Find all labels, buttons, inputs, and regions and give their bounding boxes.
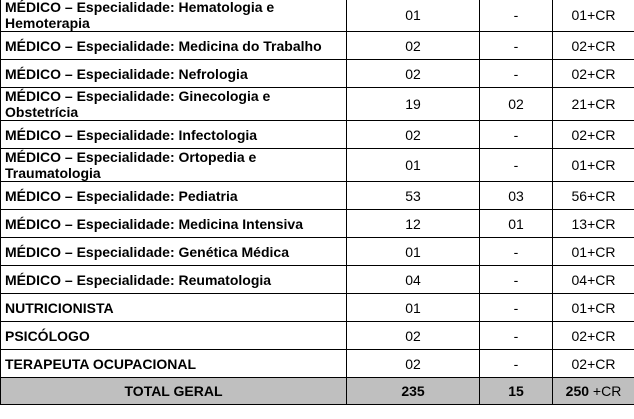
role-cell: PSICÓLOGO [1, 322, 347, 350]
total-cell: 02+CR [553, 350, 634, 378]
total-ac: 235 [347, 378, 480, 405]
total-cell: 04+CR [553, 266, 634, 294]
pcd-cell: - [480, 149, 553, 182]
table-row [1, 149, 634, 182]
role-cell: MÉDICO – Especialidade: Nefrologia [1, 60, 347, 88]
ac-cell: 04 [347, 266, 480, 294]
pcd-cell: - [480, 238, 553, 266]
role-cell: MÉDICO – Especialidade: Pediatria [1, 182, 347, 210]
role-cell: MÉDICO – Especialidade: Ortopedia e Traumatologia [1, 149, 347, 182]
table-row [1, 238, 634, 266]
total-pcd: 15 [480, 378, 553, 405]
ac-cell: 02 [347, 121, 480, 149]
ac-cell: 01 [347, 238, 480, 266]
table-row [1, 350, 634, 378]
role-cell: MÉDICO – Especialidade: Hematologia e Hemoterapia [1, 0, 347, 32]
total-cell: 21+CR [553, 88, 634, 121]
pcd-cell: - [480, 322, 553, 350]
total-cell: 01+CR [553, 0, 634, 32]
pcd-cell: - [480, 0, 553, 32]
role-cell: TERAPEUTA OCUPACIONAL [1, 350, 347, 378]
total-cell: 13+CR [553, 210, 634, 238]
ac-cell: 02 [347, 322, 480, 350]
pcd-cell: - [480, 350, 553, 378]
pcd-cell: - [480, 121, 553, 149]
role-cell: NUTRICIONISTA [1, 294, 347, 322]
pcd-cell: 01 [480, 210, 553, 238]
total-row [1, 378, 634, 405]
ac-cell: 02 [347, 60, 480, 88]
total-cell: 56+CR [553, 182, 634, 210]
pcd-cell: - [480, 294, 553, 322]
total-cell: 02+CR [553, 322, 634, 350]
total-cell: 02+CR [553, 121, 634, 149]
table-row [1, 121, 634, 149]
total-cell: 01+CR [553, 238, 634, 266]
pcd-cell: - [480, 32, 553, 60]
role-cell: MÉDICO – Especialidade: Medicina do Trabalho [1, 32, 347, 60]
ac-cell: 01 [347, 0, 480, 32]
role-cell: MÉDICO – Especialidade: Infectologia [1, 121, 347, 149]
ac-cell: 01 [347, 294, 480, 322]
table-row [1, 0, 634, 32]
ac-cell: 53 [347, 182, 480, 210]
role-cell: MÉDICO – Especialidade: Ginecologia e Obstetrícia [1, 88, 347, 121]
table-row [1, 266, 634, 294]
pcd-cell: - [480, 266, 553, 294]
ac-cell: 12 [347, 210, 480, 238]
table-row [1, 294, 634, 322]
total-cell: 01+CR [553, 294, 634, 322]
ac-cell: 02 [347, 32, 480, 60]
total-label: TOTAL GERAL [1, 378, 347, 405]
total-cell: 01+CR [553, 149, 634, 182]
ac-cell: 02 [347, 350, 480, 378]
total-cell: 02+CR [553, 32, 634, 60]
pcd-cell: 02 [480, 88, 553, 121]
table-row [1, 32, 634, 60]
total-overall [553, 378, 634, 405]
table-row [1, 322, 634, 350]
table-row [1, 182, 634, 210]
table-row [1, 88, 634, 121]
ac-cell: 19 [347, 88, 480, 121]
pcd-cell: - [480, 60, 553, 88]
total-cell: 02+CR [553, 60, 634, 88]
total-overall-suffix: +CR [589, 383, 622, 399]
table-row [1, 210, 634, 238]
role-cell: MÉDICO – Especialidade: Medicina Intensiva [1, 210, 347, 238]
total-overall-number: 250 [565, 383, 590, 399]
role-cell: MÉDICO – Especialidade: Reumatologia [1, 266, 347, 294]
pcd-cell: 03 [480, 182, 553, 210]
table-row [1, 60, 634, 88]
role-cell: MÉDICO – Especialidade: Genética Médica [1, 238, 347, 266]
ac-cell: 01 [347, 149, 480, 182]
